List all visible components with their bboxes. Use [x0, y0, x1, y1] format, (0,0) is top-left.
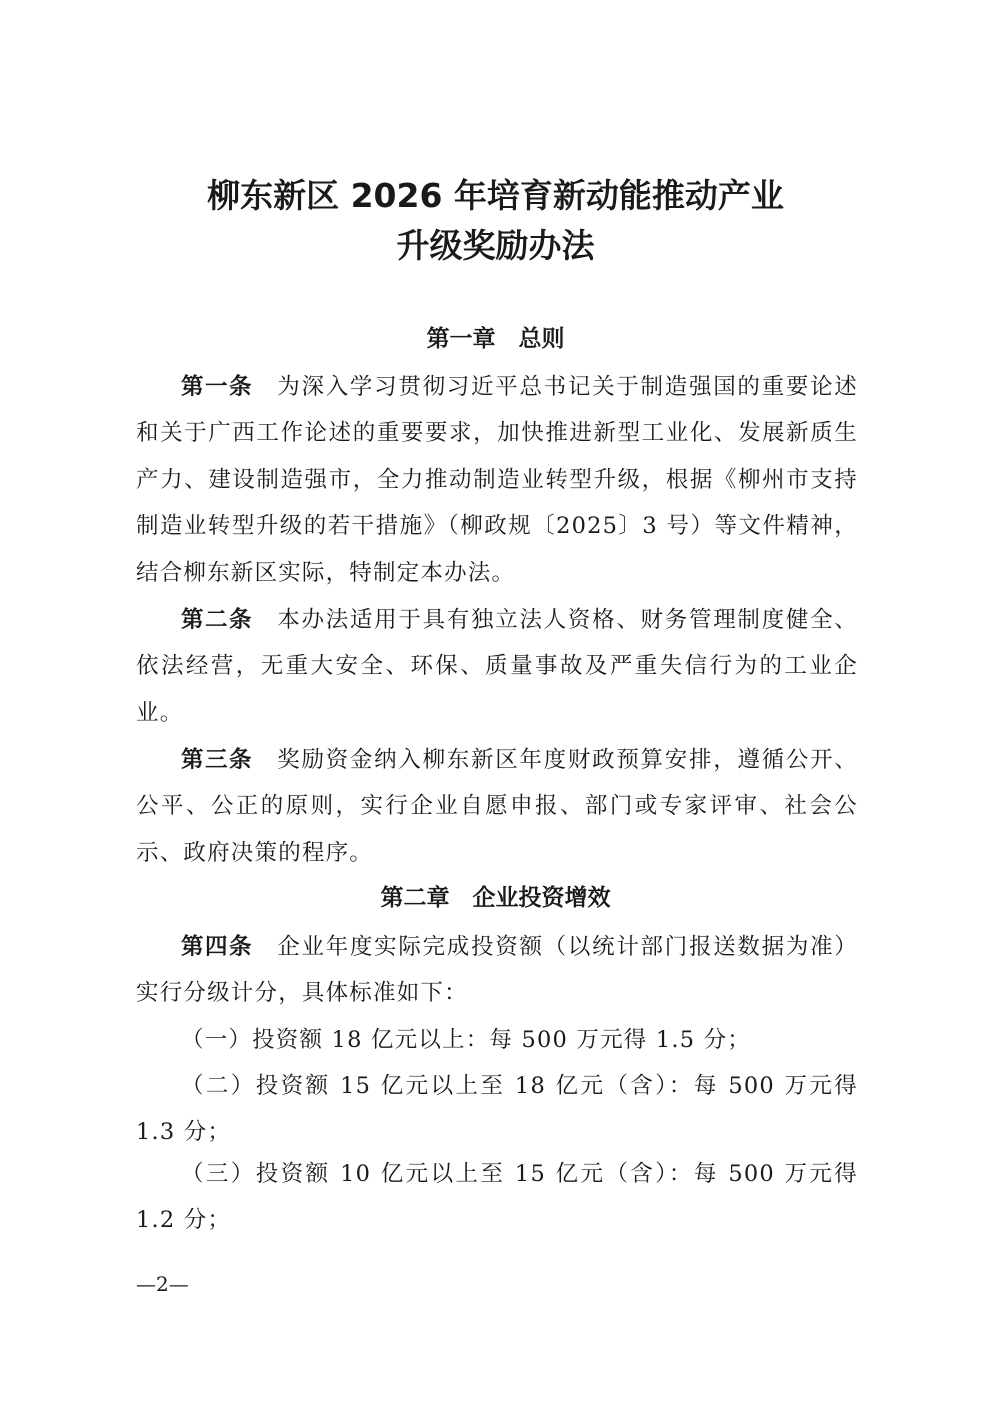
- article-3-label: 第三条: [181, 747, 254, 773]
- article-4-item-2: （二）投资额 15 亿元以上至 18 亿元（含）：每 500 万元得 1.3 分；: [136, 1073, 858, 1146]
- article-1: [136, 364, 858, 596]
- article-3: [136, 737, 858, 876]
- article-1-label: 第一条: [181, 374, 254, 400]
- article-4-label: 第四条: [181, 934, 254, 960]
- article-4-item-3: （三）投资额 10 亿元以上至 15 亿元（含）：每 500 万元得 1.2 分；: [136, 1161, 858, 1234]
- article-4-text: 企业年度实际完成投资额（以统计部门报送数据为准）实行分级计分，具体标准如下：: [136, 934, 858, 1007]
- article-3-text: 奖励资金纳入柳东新区年度财政预算安排，遵循公开、公平、公正的原则，实行企业自愿申报、部门或专家评审、社会公示、政府决策的程序。: [136, 747, 858, 866]
- article-4-item-1: （一）投资额 18 亿元以上：每 500 万元得 1.5 分；: [181, 1027, 751, 1053]
- article-4: [136, 924, 858, 1017]
- chapter-heading-1: 第一章 总则: [426, 326, 565, 352]
- article-1-text: 为深入学习贯彻习近平总书记关于制造强国的重要论述和关于广西工作论述的重要要求，加快推进新型工业化、发展新质生产力、建设制造强市，全力推动制造业转型升级，根据《柳州市支持制造业转型升级的若干措施》（柳政规〔2025〕3 号）等文件精神，结合柳东新区实际，特制定本办法。: [136, 374, 858, 586]
- page-number: —2—: [136, 1272, 189, 1296]
- document-title-line2: 升级奖励办法: [396, 226, 595, 265]
- article-2-label: 第二条: [181, 607, 254, 633]
- article-2: [136, 597, 858, 736]
- chapter-heading-2: 第二章 企业投资增效: [380, 885, 611, 911]
- document-title-line1: 柳东新区 2026 年培育新动能推动产业: [207, 176, 784, 215]
- article-2-text: 本办法适用于具有独立法人资格、财务管理制度健全、依法经营，无重大安全、环保、质量事故及严重失信行为的工业企业。: [136, 607, 858, 726]
